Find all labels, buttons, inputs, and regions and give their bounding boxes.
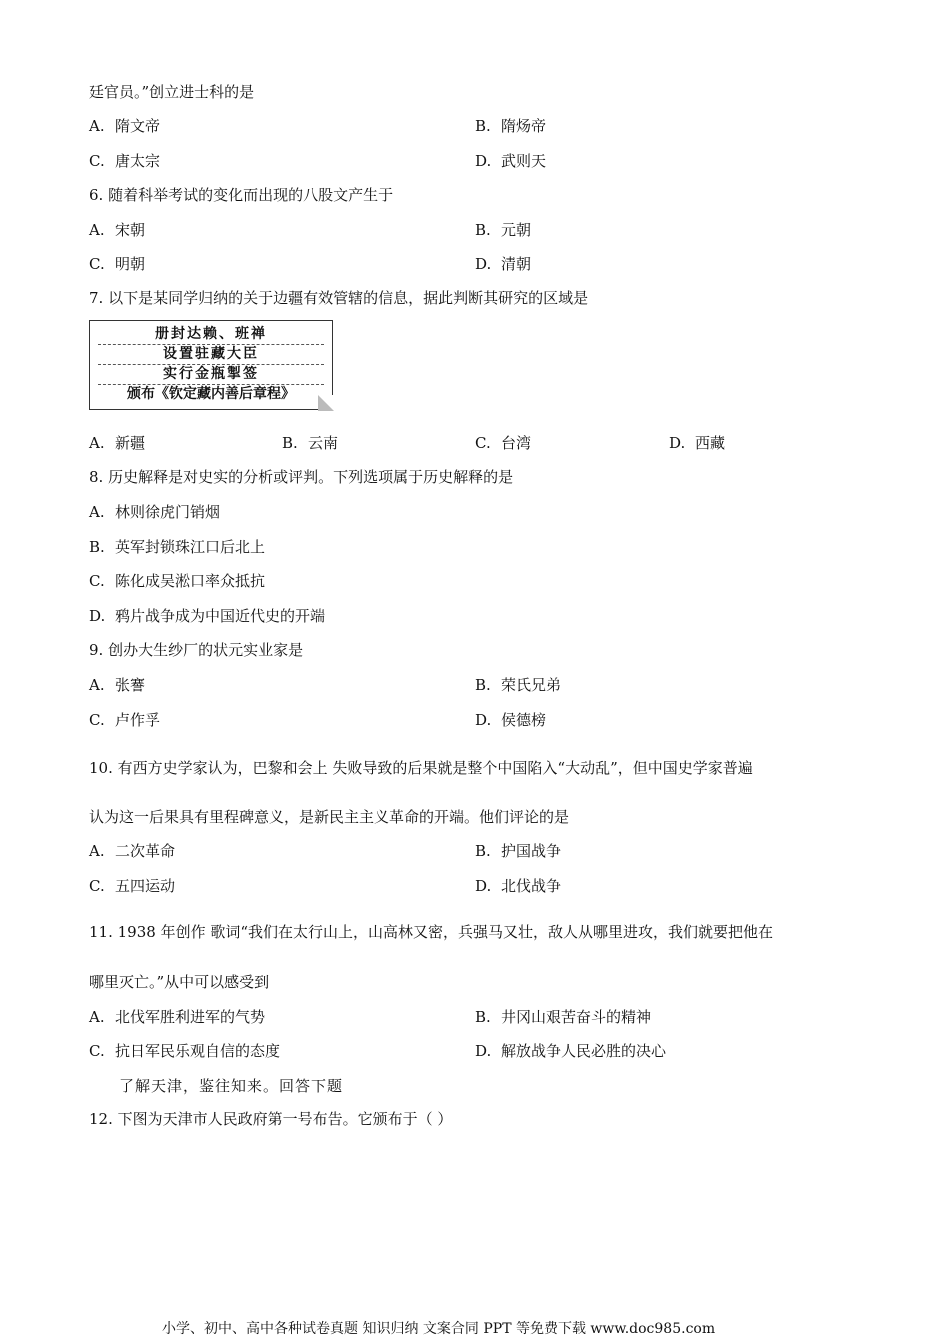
q9-stem: 9. 创办大生纱厂的状元实业家是	[89, 641, 304, 659]
footer-ad: 小学、初中、高中各种试卷真题 知识归纳 文案合同 PPT 等免费下载 www.doc985.com	[162, 1321, 716, 1337]
q6-option-c[interactable]: C. 明朝	[89, 255, 146, 273]
q9-option-d[interactable]: D. 侯德榜	[475, 711, 547, 729]
q7-option-b[interactable]: B. 云南	[282, 434, 339, 452]
q11-option-c[interactable]: C. 抗日军民乐观自信的态度	[89, 1042, 281, 1060]
q10-option-d[interactable]: D. 北伐战争	[475, 877, 562, 895]
page-curl-icon	[318, 395, 334, 411]
q10-option-a[interactable]: A. 二次革命	[89, 842, 176, 860]
q10-stem-line1: 10. 有西方史学家认为，巴黎和会上 失败导致的后果就是整个中国陷入“大动乱”，但中国史学家普遍	[89, 759, 753, 777]
q5-option-b[interactable]: B. 隋炀帝	[475, 117, 547, 135]
q11-stem-line2: 哪里灭亡。”从中可以感受到	[89, 973, 270, 991]
q7-info-card	[89, 320, 333, 410]
card-line-1: 册封达赖、班禅	[98, 325, 324, 345]
card-line-2: 设置驻藏大臣	[98, 345, 324, 365]
q8-option-d[interactable]: D. 鸦片战争成为中国近代史的开端	[89, 607, 326, 625]
q8-option-c[interactable]: C. 陈化成吴淞口率众抵抗	[89, 572, 266, 590]
q8-option-b[interactable]: B. 英军封锁珠江口后北上	[89, 538, 266, 556]
q7-stem: 7. 以下是某同学归纳的关于边疆有效管辖的信息，据此判断其研究的区域是	[89, 289, 589, 307]
q9-option-c[interactable]: C. 卢作孚	[89, 711, 161, 729]
q11-option-b[interactable]: B. 井冈山艰苦奋斗的精神	[475, 1008, 652, 1026]
q10-option-c[interactable]: C. 五四运动	[89, 877, 176, 895]
card-line-3: 实行金瓶掣签	[98, 365, 324, 385]
q6-stem: 6. 随着科举考试的变化而出现的八股文产生于	[89, 186, 394, 204]
section-heading: 了解天津，鉴往知来。回答下题	[119, 1077, 344, 1095]
q11-stem-line1: 11. 1938 年创作 歌词“我们在太行山上，山高林又密，兵强马又壮，敌人从哪里进攻，我们就要把他在	[89, 923, 774, 941]
q7-option-a[interactable]: A. 新疆	[89, 434, 146, 452]
q11-option-a[interactable]: A. 北伐军胜利进军的气势	[89, 1008, 266, 1026]
q5-option-d[interactable]: D. 武则天	[475, 152, 547, 170]
q8-option-a[interactable]: A. 林则徐虎门销烟	[89, 503, 221, 521]
q10-stem-line2: 认为这一后果具有里程碑意义，是新民主主义革命的开端。他们评论的是	[89, 808, 570, 826]
q11-option-d[interactable]: D. 解放战争人民必胜的决心	[475, 1042, 667, 1060]
q8-stem: 8. 历史解释是对史实的分析或评判。下列选项属于历史解释的是	[89, 468, 514, 486]
q10-option-b[interactable]: B. 护国战争	[475, 842, 562, 860]
q12-stem: 12. 下图为天津市人民政府第一号布告。它颁布于（ ）	[89, 1110, 453, 1128]
q5-option-a[interactable]: A. 隋文帝	[89, 117, 161, 135]
q5-option-c[interactable]: C. 唐太宗	[89, 152, 161, 170]
card-line-4: 颁布《钦定藏内善后章程》	[127, 386, 295, 402]
q6-option-a[interactable]: A. 宋朝	[89, 221, 146, 239]
q9-option-b[interactable]: B. 荣氏兄弟	[475, 676, 562, 694]
q6-option-b[interactable]: B. 元朝	[475, 221, 532, 239]
q6-option-d[interactable]: D. 清朝	[475, 255, 532, 273]
q7-option-c[interactable]: C. 台湾	[475, 434, 532, 452]
q7-option-d[interactable]: D. 西藏	[669, 434, 726, 452]
q5-stem-tail: 廷官员。”创立进士科的是	[89, 83, 255, 101]
q9-option-a[interactable]: A. 张謇	[89, 676, 146, 694]
